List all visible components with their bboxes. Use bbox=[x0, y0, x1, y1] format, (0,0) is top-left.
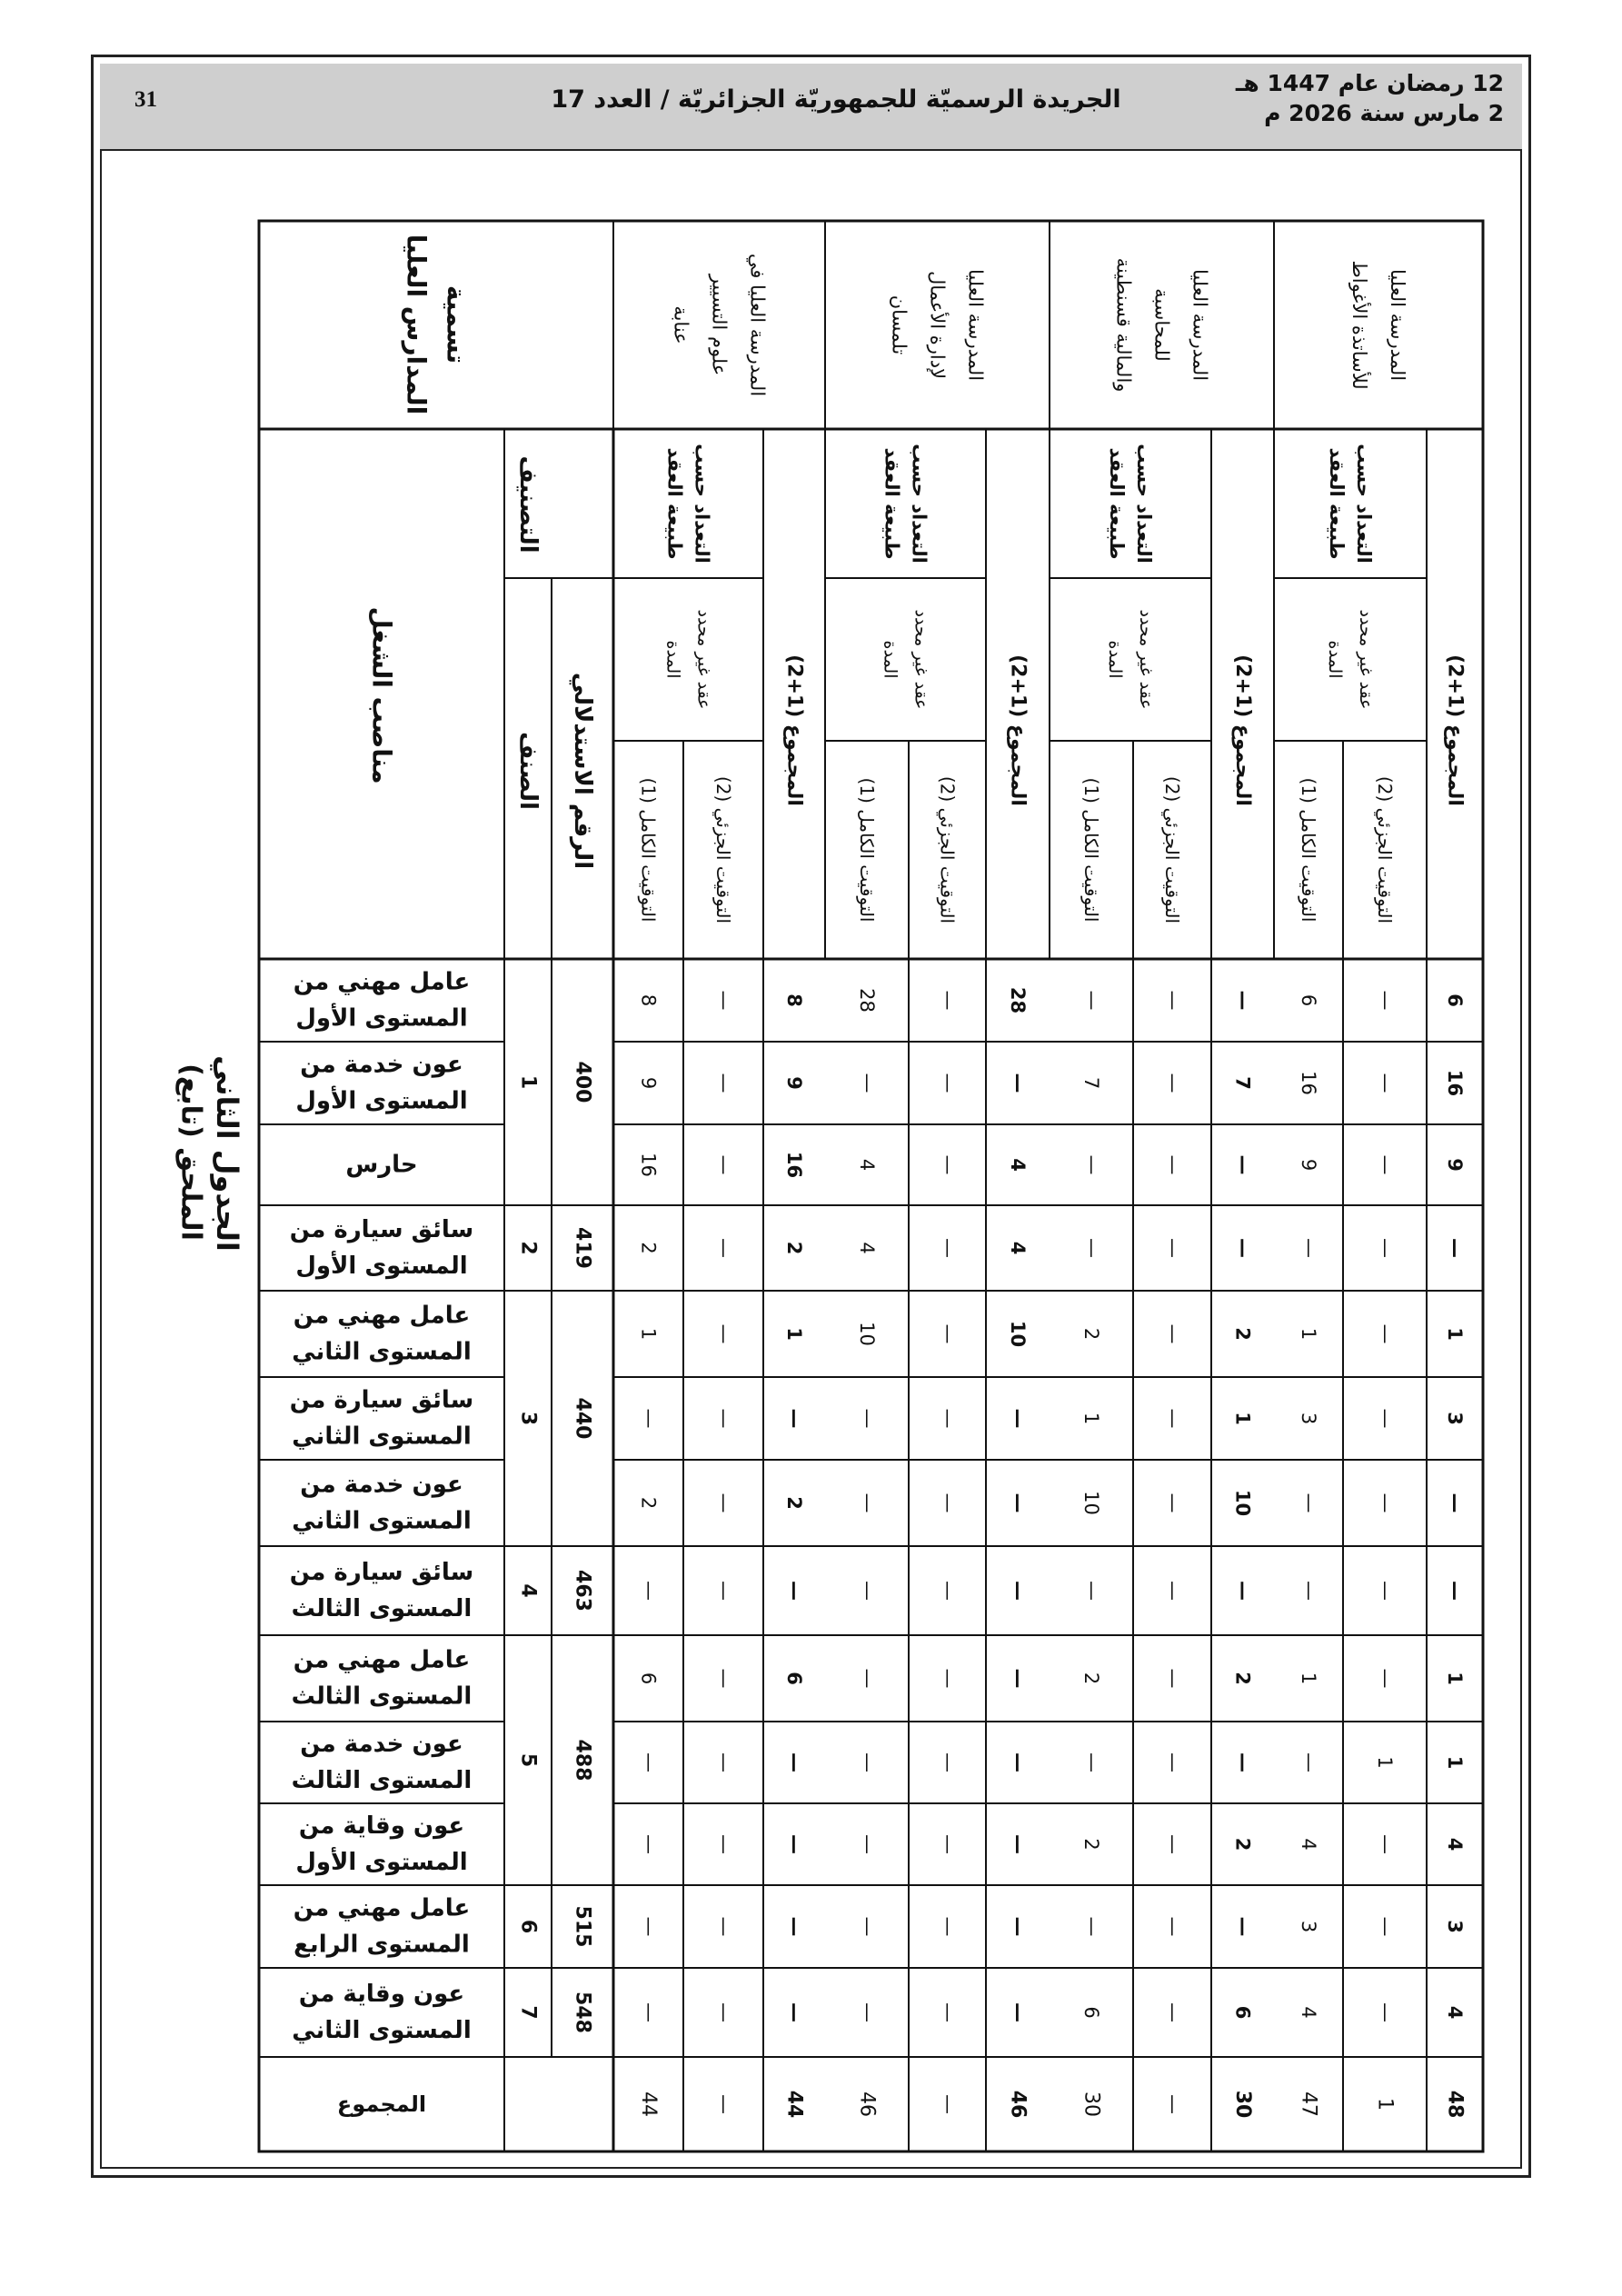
table-cell: — bbox=[1297, 1238, 1320, 1258]
table-cell: — bbox=[711, 1668, 735, 1689]
table-cell: — bbox=[711, 1916, 735, 1937]
position-label: حارس bbox=[345, 1151, 418, 1179]
contract-header: التعداد حسب bbox=[1353, 444, 1375, 564]
table-cell: 1 bbox=[783, 1327, 805, 1341]
table-cell: — bbox=[855, 1408, 879, 1429]
table-cell: — bbox=[1373, 990, 1397, 1011]
table-cell: — bbox=[855, 1492, 879, 1513]
table-cell: — bbox=[1160, 1492, 1184, 1513]
table-cell: 2 bbox=[637, 1496, 660, 1510]
total-header: المجموع (1+2) bbox=[782, 654, 806, 806]
indefinite-contract-header: المدة bbox=[662, 640, 683, 679]
table-cell: — bbox=[1231, 1916, 1254, 1937]
table-cell: — bbox=[1080, 1238, 1103, 1258]
table-cell: — bbox=[1373, 1238, 1397, 1258]
table-cell: — bbox=[1160, 1668, 1184, 1689]
total-cell: 1 bbox=[1373, 2098, 1397, 2111]
table-cell: 3 bbox=[1298, 1920, 1319, 1933]
table-cell: — bbox=[1443, 1581, 1467, 1601]
total-cell: — bbox=[936, 2094, 959, 2114]
category-cell: 7 bbox=[516, 2005, 540, 2020]
annex-caption: الملحق (تابع) bbox=[174, 1063, 207, 1241]
position-label: المستوى الثالث bbox=[291, 1767, 473, 1794]
table-cell: — bbox=[1160, 1834, 1184, 1854]
table-cell: — bbox=[782, 1581, 806, 1601]
table-cell: — bbox=[711, 990, 735, 1011]
table-cell: 28 bbox=[1007, 986, 1029, 1014]
table-cell: — bbox=[637, 2002, 660, 2022]
table-cell: 6 bbox=[1080, 2006, 1102, 2019]
school-name-line: عنابة bbox=[670, 305, 692, 344]
table-cell: 1 bbox=[1444, 1755, 1466, 1770]
table-cell: 10 bbox=[1231, 1489, 1254, 1517]
school-name-line: للأساتذة الأغواط bbox=[1348, 260, 1370, 390]
table-cell: 28 bbox=[856, 988, 878, 1013]
table-cell: — bbox=[782, 1752, 806, 1772]
index-header: الرقم الاستدلالي bbox=[569, 672, 596, 870]
index-cell: 515 bbox=[571, 1905, 594, 1948]
table-cell: 8 bbox=[783, 993, 805, 1007]
school-name-line: للمحاسبة bbox=[1150, 288, 1173, 362]
page-number: 31 bbox=[134, 87, 157, 112]
table-cell: 2 bbox=[783, 1241, 805, 1255]
table-cell: 6 bbox=[783, 1672, 805, 1685]
position-label: المستوى الثاني bbox=[292, 1423, 472, 1451]
table-cell: — bbox=[1006, 1073, 1030, 1093]
table-cell: 2 bbox=[1231, 1672, 1254, 1685]
index-cell: 400 bbox=[571, 1061, 594, 1103]
table-cell: 16 bbox=[1444, 1069, 1466, 1097]
table-cell: 6 bbox=[1298, 993, 1319, 1007]
full-time-header: التوقيت الكامل (1) bbox=[1080, 777, 1102, 923]
table-cell: — bbox=[855, 1073, 879, 1093]
table-cell: — bbox=[711, 1752, 735, 1772]
table-cell: — bbox=[711, 2002, 735, 2022]
table-cell: 10 bbox=[856, 1322, 878, 1346]
table-cell: — bbox=[1160, 1073, 1184, 1093]
index-cell: 440 bbox=[571, 1397, 594, 1440]
table-cell: 7 bbox=[1231, 1076, 1254, 1090]
category-header: الصنف bbox=[514, 732, 542, 810]
table-cell: — bbox=[1080, 1752, 1103, 1772]
full-time-header: التوقيت الكامل (1) bbox=[856, 777, 878, 923]
total-row-label: المجموع bbox=[336, 2091, 427, 2117]
indefinite-contract-header: عقد غير محدد bbox=[911, 609, 931, 710]
table-cell: — bbox=[1373, 1073, 1397, 1093]
table-cell: — bbox=[1297, 1752, 1320, 1772]
school-name-2 bbox=[889, 269, 987, 381]
table-cell: — bbox=[711, 1154, 735, 1175]
table-cell: — bbox=[711, 1408, 735, 1429]
table-cell: — bbox=[936, 1668, 959, 1689]
total-cell: 30 bbox=[1231, 2090, 1254, 2119]
position-label: سائق سيارة من bbox=[289, 1386, 474, 1414]
indefinite-contract-header: عقد غير محدد bbox=[1356, 609, 1376, 710]
total-cell: 47 bbox=[1297, 2091, 1320, 2117]
table-cell: 10 bbox=[1007, 1320, 1029, 1348]
table-cell: — bbox=[1373, 1916, 1397, 1937]
classification-header: التصنيف bbox=[514, 455, 542, 554]
table-cell: 1 bbox=[1374, 1756, 1396, 1769]
table-cell: — bbox=[1160, 2002, 1184, 2022]
table-cell: — bbox=[1160, 1581, 1184, 1601]
table-cell: — bbox=[1006, 1752, 1030, 1772]
part-time-header: التوقيت الجزئي (2) bbox=[1374, 775, 1396, 924]
table-cell: — bbox=[1006, 1916, 1030, 1937]
school-name-1 bbox=[671, 254, 769, 396]
category-cell: 4 bbox=[516, 1583, 540, 1598]
table-cell: — bbox=[1160, 1916, 1184, 1937]
index-cell: 463 bbox=[571, 1570, 594, 1612]
school-name-line: والمالية قسنطينة bbox=[1112, 257, 1135, 393]
table-cell: — bbox=[936, 1752, 959, 1772]
table-cell: — bbox=[1443, 1492, 1467, 1513]
table-cell: 2 bbox=[1231, 1327, 1254, 1341]
table-cell: — bbox=[1006, 1834, 1030, 1854]
table-cell: — bbox=[637, 1752, 660, 1772]
table-cell: — bbox=[936, 990, 959, 1011]
position-label: عامل مهني من bbox=[293, 1646, 471, 1674]
position-label: عامل مهني من bbox=[293, 968, 471, 996]
table-cell: 6 bbox=[1444, 993, 1466, 1007]
table-cell: 4 bbox=[1007, 1241, 1029, 1255]
position-label: المستوى الثالث bbox=[291, 1682, 473, 1711]
position-label: عامل مهني من bbox=[293, 1894, 471, 1922]
table-cell: — bbox=[1160, 1408, 1184, 1429]
table-cell: 3 bbox=[1444, 1412, 1466, 1425]
table-cell: 16 bbox=[783, 1151, 805, 1179]
positions-header: مناصب الشغل bbox=[366, 606, 397, 784]
date-hijri: 12 رمضان عام 1447 هـ bbox=[1235, 70, 1504, 96]
position-label: المستوى الأول bbox=[295, 1004, 468, 1033]
table-cell: — bbox=[936, 1916, 959, 1937]
table-cell: — bbox=[1160, 1323, 1184, 1344]
school-name-4 bbox=[1348, 260, 1408, 389]
date-gregorian: 2 مارس سنة 2026 م bbox=[1264, 99, 1504, 126]
index-cell: 419 bbox=[571, 1227, 594, 1269]
table-cell: 9 bbox=[1298, 1158, 1319, 1172]
school-name-line: المدرسة العليا في bbox=[746, 253, 769, 397]
table-cell: 8 bbox=[637, 993, 660, 1007]
school-name-line: تلمسان bbox=[888, 294, 911, 355]
table-cell: 2 bbox=[1231, 1837, 1254, 1852]
table-cell: 6 bbox=[637, 1672, 660, 1685]
table-cell: 9 bbox=[783, 1076, 805, 1090]
table-cell: — bbox=[1006, 1408, 1030, 1429]
table-cell: — bbox=[936, 1492, 959, 1513]
position-label: عون خدمة من bbox=[300, 1051, 463, 1079]
table-cell: 9 bbox=[637, 1076, 660, 1090]
contract-header: طبيعة العقد bbox=[881, 447, 903, 560]
position-label: المستوى الثالث bbox=[291, 1595, 473, 1622]
table-cell: — bbox=[855, 1916, 879, 1937]
category-cell: 3 bbox=[516, 1411, 540, 1426]
table-cell: — bbox=[1006, 2002, 1030, 2022]
table-cell: — bbox=[1373, 1668, 1397, 1689]
table-cell: — bbox=[1373, 1408, 1397, 1429]
schools-header: المدارس العليا bbox=[401, 234, 432, 415]
total-cell: 44 bbox=[782, 2090, 806, 2119]
category-cell: 6 bbox=[516, 1919, 540, 1934]
table-cell: — bbox=[855, 1834, 879, 1854]
part-time-header: التوقيت الجزئي (2) bbox=[936, 775, 959, 924]
table-cell: — bbox=[936, 1408, 959, 1429]
contract-header: طبيعة العقد bbox=[1326, 447, 1348, 560]
table-cell: — bbox=[782, 1408, 806, 1429]
table-cell: — bbox=[637, 1916, 660, 1937]
table-cell: 4 bbox=[1298, 1838, 1319, 1851]
table-cell: — bbox=[711, 1323, 735, 1344]
position-label: سائق سيارة من bbox=[289, 1216, 474, 1243]
table-cell: 4 bbox=[1007, 1158, 1029, 1172]
table-cell: 2 bbox=[637, 1242, 660, 1254]
position-label: عون خدمة من bbox=[300, 1471, 463, 1499]
contract-header: طبيعة العقد bbox=[1106, 447, 1128, 560]
table-cell: 1 bbox=[637, 1327, 660, 1341]
part-time-header: التوقيت الجزئي (2) bbox=[712, 775, 734, 924]
full-time-header: التوقيت الكامل (1) bbox=[1298, 777, 1319, 923]
total-cell: 30 bbox=[1080, 2091, 1103, 2117]
table-cell: 3 bbox=[1444, 1920, 1466, 1933]
table-cell: — bbox=[711, 1238, 735, 1258]
position-label: المستوى الأول bbox=[295, 1253, 468, 1280]
table-cell: 7 bbox=[1080, 1076, 1102, 1090]
indefinite-contract-header: عقد غير محدد bbox=[693, 609, 714, 710]
table-cell: — bbox=[1080, 990, 1103, 1011]
table-cell: — bbox=[1373, 1492, 1397, 1513]
table-cell: — bbox=[1373, 1581, 1397, 1601]
table-cell: — bbox=[782, 1834, 806, 1854]
table-cell: — bbox=[1443, 1238, 1467, 1258]
indefinite-contract-header: المدة bbox=[1325, 640, 1345, 679]
table-cell: — bbox=[782, 2002, 806, 2022]
table-cell: — bbox=[936, 1834, 959, 1854]
table-cell: 9 bbox=[1444, 1158, 1466, 1172]
table-cell: — bbox=[1160, 1752, 1184, 1772]
table-cell: — bbox=[936, 1073, 959, 1093]
table-cell: 3 bbox=[1298, 1412, 1319, 1425]
table-cell: — bbox=[855, 1752, 879, 1772]
contract-header: طبيعة العقد bbox=[663, 447, 686, 560]
table-cell: — bbox=[1160, 1154, 1184, 1175]
table-cell: — bbox=[1231, 1154, 1254, 1175]
table-cell: — bbox=[1080, 1916, 1103, 1937]
table-cell: 6 bbox=[1231, 2005, 1254, 2020]
table-cell: — bbox=[855, 1581, 879, 1601]
table-cell: — bbox=[1160, 1238, 1184, 1258]
gazette-title: الجريدة الرسميّة للجمهوريّة الجزائريّة / العدد 17 bbox=[551, 85, 1121, 114]
table-cell: — bbox=[1080, 1154, 1103, 1175]
table-cell: — bbox=[1080, 1581, 1103, 1601]
total-cell: — bbox=[1160, 2094, 1184, 2114]
table-cell: 1 bbox=[1080, 1412, 1102, 1425]
total-header: المجموع (1+2) bbox=[1443, 654, 1467, 806]
table-cell: 4 bbox=[1444, 1837, 1466, 1852]
position-label: المستوى الثاني bbox=[292, 1338, 472, 1366]
table-cell: — bbox=[855, 2002, 879, 2022]
table-cell: — bbox=[1006, 1668, 1030, 1689]
indefinite-contract-header: عقد غير محدد bbox=[1136, 609, 1156, 710]
table-cell: 16 bbox=[1298, 1071, 1319, 1095]
part-time-header: التوقيت الجزئي (2) bbox=[1161, 775, 1183, 924]
schools-header: تسمية bbox=[441, 285, 472, 364]
table-cell: 4 bbox=[856, 1242, 878, 1254]
table-cell: — bbox=[711, 1492, 735, 1513]
school-name-line: المدرسة العليا bbox=[1189, 268, 1211, 382]
table-cell: 1 bbox=[1444, 1672, 1466, 1685]
indefinite-contract-header: المدة bbox=[1105, 640, 1125, 679]
table-cell: 4 bbox=[1444, 2005, 1466, 2020]
table-cell: 1 bbox=[1444, 1327, 1466, 1341]
table-cell: 1 bbox=[1298, 1327, 1319, 1341]
total-cell: 46 bbox=[1006, 2090, 1030, 2119]
index-cell: 488 bbox=[571, 1739, 594, 1782]
position-label: المستوى الرابع bbox=[294, 1931, 470, 1959]
position-label: المستوى الأول bbox=[295, 1087, 468, 1115]
table-cell: — bbox=[1006, 1492, 1030, 1513]
table-cell: — bbox=[1373, 1834, 1397, 1854]
position-label: سائق سيارة من bbox=[289, 1559, 474, 1586]
table-cell: — bbox=[711, 1073, 735, 1093]
school-name-line: المدرسة العليا bbox=[964, 268, 987, 382]
table-cell: 1 bbox=[1231, 1412, 1254, 1425]
table-cell: 1 bbox=[1298, 1672, 1319, 1685]
table-cell: — bbox=[1231, 1581, 1254, 1601]
table-cell: 2 bbox=[1080, 1838, 1102, 1851]
total-cell: — bbox=[711, 2094, 735, 2114]
table-cell: — bbox=[1297, 1492, 1320, 1513]
contract-header: التعداد حسب bbox=[1133, 444, 1155, 564]
position-label: المستوى الثاني bbox=[292, 1507, 472, 1535]
school-name-line: المدرسة العليا bbox=[1387, 268, 1408, 382]
table-cell: — bbox=[637, 1408, 660, 1429]
school-name-line: علوم التسيير bbox=[708, 274, 731, 376]
table-cell: — bbox=[1373, 1154, 1397, 1175]
school-name-3 bbox=[1113, 258, 1211, 393]
table-cell: — bbox=[936, 1154, 959, 1175]
position-label: عامل مهني من bbox=[293, 1302, 471, 1330]
table-cell: — bbox=[1231, 1752, 1254, 1772]
index-cell: 548 bbox=[571, 1992, 594, 2033]
table-cell: 10 bbox=[1080, 1491, 1102, 1515]
table-cell: — bbox=[936, 2002, 959, 2022]
table-cell: — bbox=[637, 1581, 660, 1601]
table-title: الجدول الثاني bbox=[210, 1055, 244, 1252]
table-cell: — bbox=[637, 1834, 660, 1854]
table-cell: 2 bbox=[783, 1496, 805, 1510]
table-cell: 16 bbox=[637, 1153, 660, 1177]
category-cell: 2 bbox=[516, 1241, 540, 1255]
table-cell: 4 bbox=[856, 1158, 878, 1172]
position-label: عون خدمة من bbox=[300, 1731, 463, 1758]
table-cell: — bbox=[711, 1834, 735, 1854]
table-cell: — bbox=[855, 1668, 879, 1689]
indefinite-contract-header: المدة bbox=[880, 640, 901, 679]
table-cell: — bbox=[1373, 1323, 1397, 1344]
table-cell: — bbox=[1231, 990, 1254, 1011]
table-cell: 2 bbox=[1080, 1672, 1102, 1685]
total-header: المجموع (1+2) bbox=[1006, 654, 1030, 806]
total-cell: 44 bbox=[637, 2091, 660, 2117]
table-cell: — bbox=[936, 1581, 959, 1601]
table-cell: — bbox=[1160, 990, 1184, 1011]
table-cell: — bbox=[1006, 1581, 1030, 1601]
position-label: المستوى الثاني bbox=[292, 2017, 472, 2044]
table-cell: 4 bbox=[1298, 2006, 1319, 2019]
table-cell: — bbox=[936, 1238, 959, 1258]
school-name-line: لإدارة الأعمال bbox=[926, 270, 949, 380]
table-cell: 2 bbox=[1080, 1327, 1102, 1341]
category-cell: 5 bbox=[516, 1752, 540, 1768]
table-cell: — bbox=[782, 1916, 806, 1937]
table-cell: — bbox=[1373, 2002, 1397, 2022]
table-cell: — bbox=[936, 1323, 959, 1344]
full-time-header: التوقيت الكامل (1) bbox=[637, 777, 660, 923]
position-label: عون وقاية من bbox=[298, 1981, 465, 2008]
position-label: عون وقاية من bbox=[298, 1812, 465, 1840]
category-cell: 1 bbox=[516, 1074, 540, 1090]
table-cell: — bbox=[1297, 1581, 1320, 1601]
total-header: المجموع (1+2) bbox=[1231, 654, 1254, 806]
contract-header: التعداد حسب bbox=[691, 444, 713, 564]
total-cell: 46 bbox=[855, 2091, 879, 2117]
table-cell: — bbox=[711, 1581, 735, 1601]
total-cell: 48 bbox=[1443, 2090, 1467, 2119]
contract-header: التعداد حسب bbox=[908, 444, 930, 564]
table-cell: — bbox=[1231, 1238, 1254, 1258]
position-label: المستوى الأول bbox=[295, 1849, 468, 1876]
